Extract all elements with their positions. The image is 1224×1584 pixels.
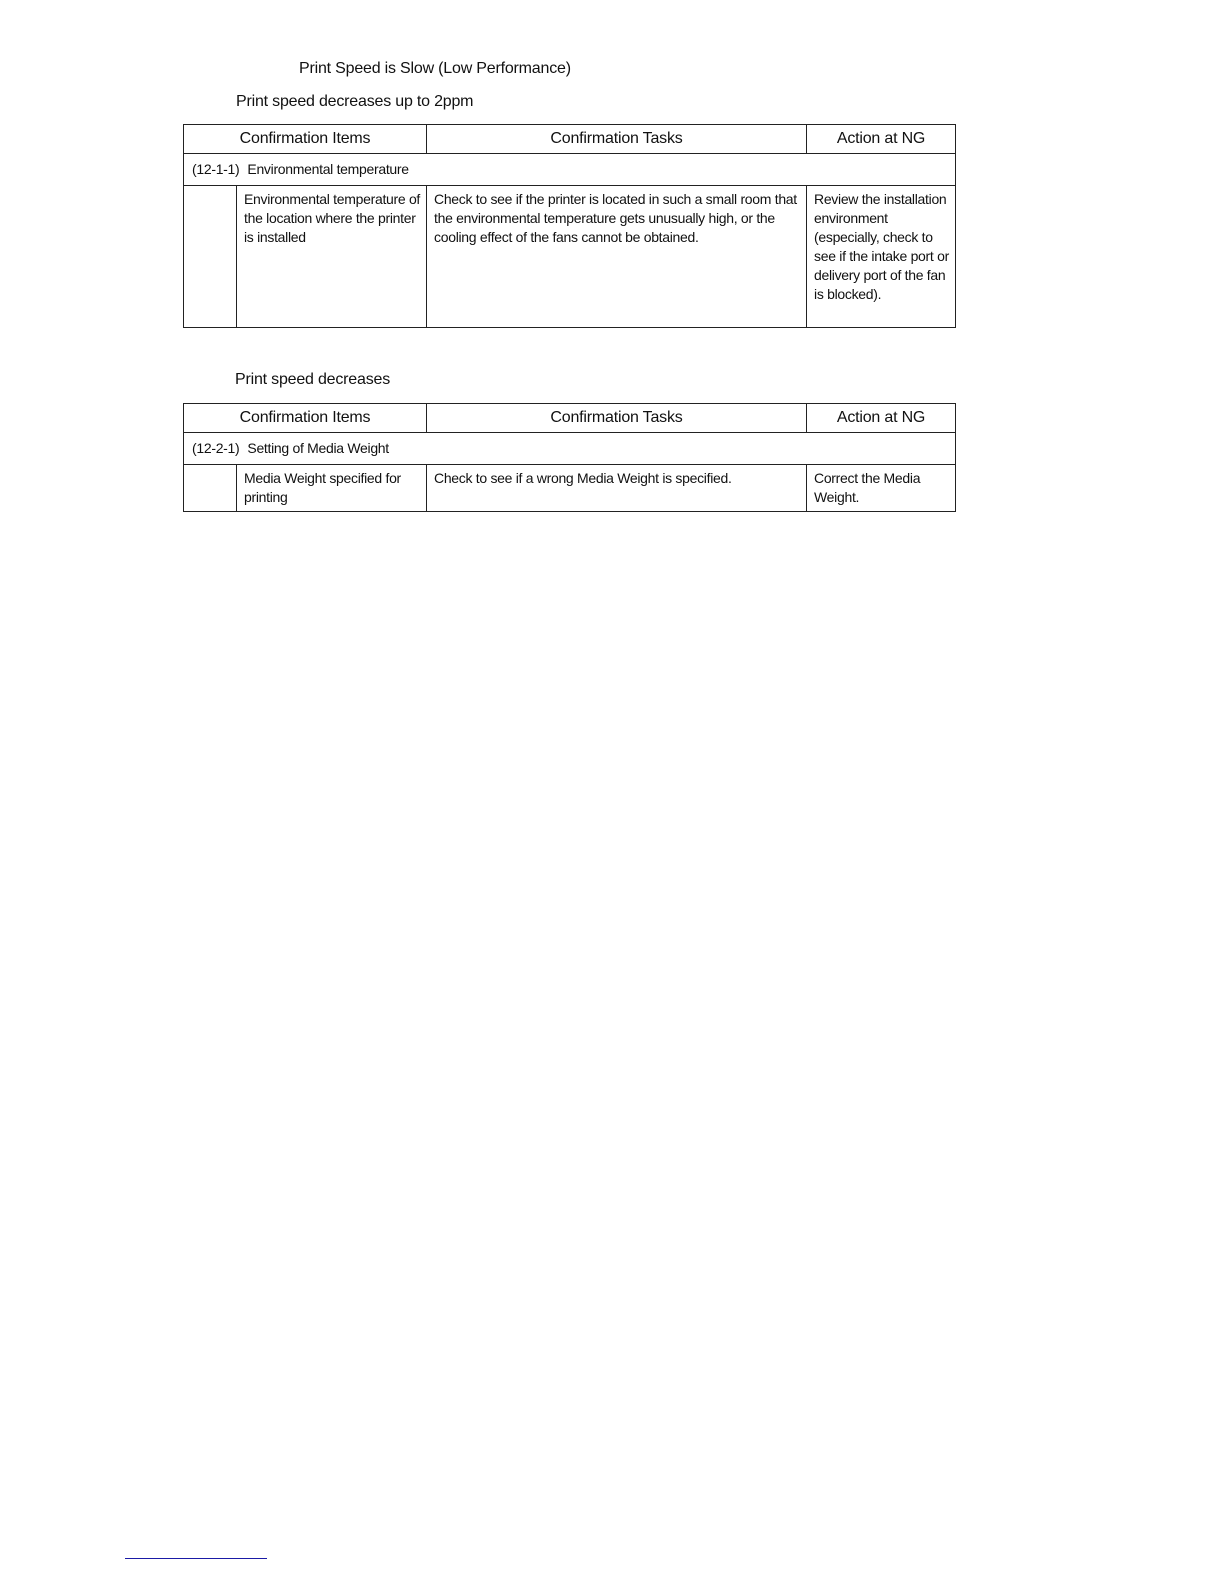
subheading-code: (12-1-1) <box>192 161 240 177</box>
confirmation-item-cell: Media Weight specified for printing <box>237 465 427 512</box>
subheading <box>184 154 956 186</box>
confirmation-item-cell: Environmental temperature of the location where the printer is installed <box>237 186 427 328</box>
table-subheading-row <box>184 154 956 186</box>
table-row <box>184 186 956 328</box>
subheading-label: Setting of Media Weight <box>247 440 389 456</box>
footer-divider-line <box>125 1558 267 1559</box>
page-title: Print Speed is Slow (Low Performance) <box>299 60 571 77</box>
table-header-row <box>184 125 956 154</box>
header-confirmation-tasks: Confirmation Tasks <box>427 125 807 154</box>
section-title-print-speed-2ppm: Print speed decreases up to 2ppm <box>236 93 474 110</box>
table-row <box>184 465 956 512</box>
header-action-at-ng: Action at NG <box>807 404 956 433</box>
subheading-code: (12-2-1) <box>192 440 240 456</box>
confirmation-table-media-weight <box>183 403 956 512</box>
action-at-ng-cell: Review the installation environment (especially, check to see if the intake port or delivery port of the fan is blocked). <box>807 186 956 328</box>
action-at-ng-cell: Correct the Media Weight. <box>807 465 956 512</box>
confirmation-task-cell: Check to see if the printer is located in such a small room that the environmental temperature gets unusually high, or the cooling effect of the fans cannot be obtained. <box>427 186 807 328</box>
subheading-label: Environmental temperature <box>247 161 409 177</box>
indent-cell <box>184 465 237 512</box>
header-confirmation-items: Confirmation Items <box>184 125 427 154</box>
confirmation-task-cell: Check to see if a wrong Media Weight is specified. <box>427 465 807 512</box>
header-confirmation-tasks: Confirmation Tasks <box>427 404 807 433</box>
section-title-print-speed-decreases: Print speed decreases <box>235 371 391 388</box>
header-action-at-ng: Action at NG <box>807 125 956 154</box>
table-subheading-row <box>184 433 956 465</box>
table-header-row <box>184 404 956 433</box>
subheading <box>184 433 956 465</box>
header-confirmation-items: Confirmation Items <box>184 404 427 433</box>
confirmation-table-environmental-temperature <box>183 124 956 328</box>
indent-cell <box>184 186 237 328</box>
